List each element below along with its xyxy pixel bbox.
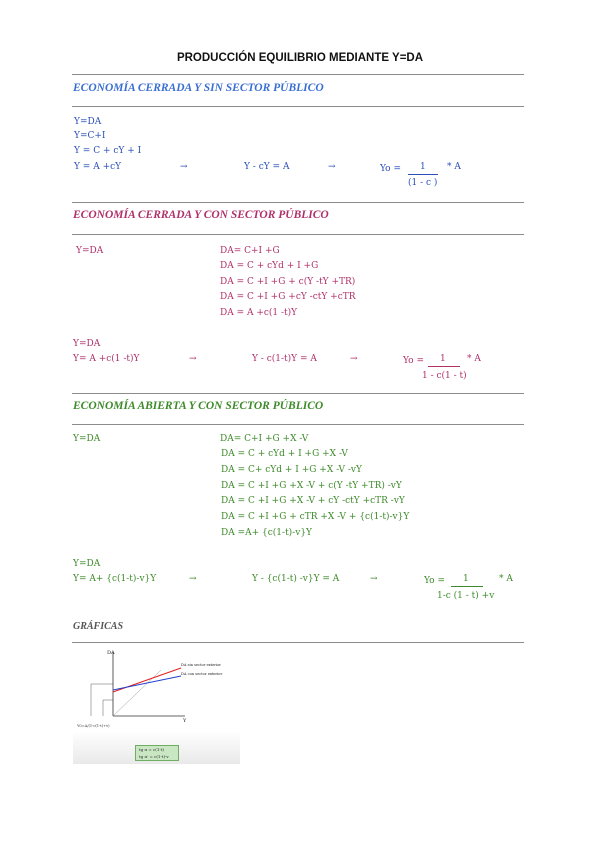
da-line-with-foreign-sector <box>113 676 181 690</box>
divider <box>72 202 524 203</box>
equation-line: Y=DA <box>73 339 101 349</box>
fraction-numerator: 1 <box>420 162 426 172</box>
section-heading-open-public: ECONOMÍA ABIERTA Y CON SECTOR PÚBLICO <box>73 400 324 412</box>
divider <box>72 234 524 235</box>
equation-mid: Y - {c(1-t) -v}Y = A <box>252 574 340 584</box>
equation-line: Y=DA <box>73 434 101 444</box>
fraction-numerator: 1 <box>463 574 469 584</box>
equation-line: DA = C+ cYd + I +G +X -V -vY <box>221 465 362 475</box>
divider <box>72 393 524 394</box>
arrow: → <box>189 354 197 364</box>
arrow: → <box>180 162 188 172</box>
slope-legend-line: tg α' = c(1-t)-v <box>139 754 169 759</box>
equation-line: Y = C + cY + I <box>74 146 142 156</box>
fraction-denominator: (1 - c ) <box>408 178 438 188</box>
equation-line: Y=C+I <box>74 131 106 141</box>
equation-line: Y= A+ {c(1-t)-v}Y <box>73 574 157 584</box>
result-times: * A <box>467 354 481 364</box>
equation-line: DA= C+I +G <box>220 246 280 256</box>
arrow: → <box>328 162 336 172</box>
result-lhs: Yo = <box>380 164 401 174</box>
equation-line: Y = A +cY <box>74 162 122 172</box>
fraction-bar <box>451 586 483 587</box>
slope-legend <box>135 745 179 761</box>
x-axis-label: Y <box>183 718 187 724</box>
fraction-bar <box>408 174 438 175</box>
axis-note: Y0=A/(1-c(1-t)+v) <box>77 724 110 728</box>
line-label-red: DA sin sector exterior <box>181 663 221 667</box>
equation-line: Y=DA <box>74 117 102 127</box>
result-times: * A <box>499 574 513 584</box>
equation-line: DA= C+I +G +X -V <box>220 434 309 444</box>
equation-line: DA = C +I +G +X -V + cY -ctY +cTR -vY <box>221 496 405 506</box>
divider <box>72 642 524 643</box>
y-axis-label: DA <box>107 650 115 656</box>
equation-line: Y=DA <box>76 246 104 256</box>
fraction-bar <box>428 366 460 367</box>
equation-line: Y= A +c(1 -t)Y <box>73 354 140 364</box>
result-lhs: Yo = <box>424 576 445 586</box>
fraction-denominator: 1 - c(1 - t) <box>422 371 467 381</box>
equation-line: DA = C +I +G + c(Y -tY +TR) <box>220 277 356 287</box>
equation-mid: Y - c(1-t)Y = A <box>252 354 317 364</box>
graphs-heading: GRÁFICAS <box>73 621 124 632</box>
equation-line: DA =A+ {c(1-t)-v}Y <box>221 528 312 538</box>
equilibrium-graph <box>73 646 240 764</box>
result-lhs: Yo = <box>403 356 424 366</box>
section-heading-closed-no-public: ECONOMÍA CERRADA Y SIN SECTOR PÚBLICO <box>73 82 324 94</box>
divider <box>72 74 524 75</box>
page-title: PRODUCCIÓN EQUILIBRIO MEDIANTE Y=DA <box>176 52 424 64</box>
equation-mid: Y - cY = A <box>244 162 290 172</box>
arrow: → <box>189 574 197 584</box>
45-degree-line <box>113 670 161 716</box>
equation-line: DA = C +I +G + cTR +X -V + {c(1-t)-v}Y <box>221 512 410 522</box>
line-label-blue: DA con sector exterior <box>181 672 223 676</box>
equation-line: DA = C + cYd + I +G +X -V <box>221 449 348 459</box>
section-heading-closed-public: ECONOMÍA CERRADA Y CON SECTOR PÚBLICO <box>73 209 329 221</box>
arrow: → <box>370 574 378 584</box>
arrow: → <box>350 354 358 364</box>
slope-legend-line: tg α = c(1-t) <box>139 747 164 752</box>
divider <box>72 424 524 425</box>
equation-line: DA = A +c(1 -t)Y <box>220 308 298 318</box>
result-times: * A <box>447 162 461 172</box>
fraction-denominator: 1-c (1 - t) +v <box>437 591 495 601</box>
equation-line: Y=DA <box>73 559 101 569</box>
divider <box>72 106 524 107</box>
equation-line: DA = C + cYd + I +G <box>220 261 319 271</box>
equation-line: DA = C +I +G +cY -ctY +cTR <box>220 292 356 302</box>
equation-line: DA = C +I +G +X -V + c(Y -tY +TR) -vY <box>221 481 402 491</box>
fraction-numerator: 1 <box>440 354 446 364</box>
